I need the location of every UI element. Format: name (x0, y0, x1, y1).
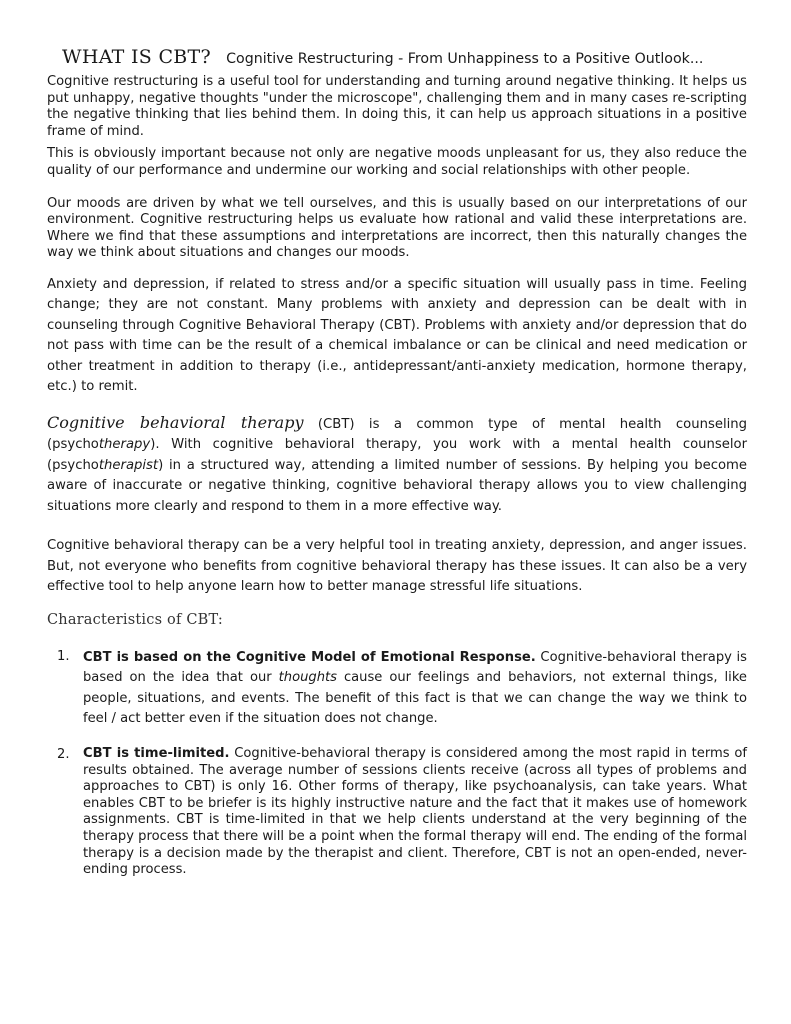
list-item-number: 2. (57, 746, 70, 762)
paragraph-cbt-uses: Cognitive behavioral therapy can be a very helpful tool in treating anxiety, depression, and anger issues. But, not everyone who benefits from cognitive behavioral therapy has these issues. It can also be a very effective tool to help anyone learn how to better manage stressful life situations. (47, 538, 747, 595)
list-item-body (83, 746, 747, 879)
list-item-body (83, 648, 747, 730)
cbt-definition-text-a: (CBT) is a common type of mental health counseling (psycho (47, 416, 748, 453)
paragraph-moods: Our moods are driven by what we tell ourselves, and this is usually based on our interpretations of our environment. Cognitive restructuring helps us evaluate how rational and valid these interpretations are. Where we find that these assumptions and interpretations are incorrect, then this naturally changes the way we think about situations and changes our moods. (47, 195, 747, 261)
characteristics-list (47, 648, 747, 879)
cbt-definition-text-c: ) in a structured way, attending a limited number of sessions. By helping you become aware of inaccurate or negative thinking, cognitive behavioral therapy allows you to view challenging situations more clearly and respond to them in a more effective way. (47, 457, 747, 514)
list-item-text-b: cause our feelings and behaviors, not external things, like people, situations, and events. The benefit of this fact is that we can change the way we think to feel / act better even if the situation does not change. (83, 670, 747, 727)
paragraph-anxiety-depression: Anxiety and depression, if related to stress and/or a specific situation will usually pass in time. Feeling change; they are not constant. Many problems with anxiety and depression can be dealt with in counseling through Cognitive Behavioral Therapy (CBT). Problems with anxiety and/or depression that do not pass with time can be the result of a chemical imbalance or can be clinical and need medication or other treatment in addition to therapy (i.e., antidepressant/anti-anxiety medication, hormone therapy, etc.) to remit. (47, 276, 747, 395)
cbt-definition-text-b: ). With cognitive behavioral therapy, you work with a mental health counselor (psycho (47, 437, 747, 473)
list-item-bold-lead: CBT is time-limited. (83, 745, 230, 761)
cbt-term: Cognitive behavioral therapy (47, 412, 304, 432)
list-item-italic: thoughts (278, 670, 337, 686)
list-item-bold-lead: CBT is based on the Cognitive Model of Emotional Response. (83, 649, 536, 665)
page-subtitle: Cognitive Restructuring - From Unhappiness to a Positive Outlook... (226, 51, 704, 67)
title-line (62, 46, 747, 68)
cbt-definition-italic-b: therapist (98, 457, 159, 473)
paragraph-intro: Cognitive restructuring is a useful tool for understanding and turning around negative thinking. It helps us put unhappy, negative thoughts "under the microscope", challenging them and in many cases re-scripting the negative thinking that lies behind them. In doing this, it can help us approach situations in a positive frame of mind. (47, 74, 747, 139)
list-item-number: 1. (57, 648, 70, 664)
section-heading-characteristics: Characteristics of CBT: (47, 611, 223, 628)
document-page (47, 46, 747, 895)
cbt-definition-italic-a: therapy (98, 437, 151, 453)
list-item-text: Cognitive-behavioral therapy is considered among the most rapid in terms of results obtained. The average number of sessions clients receive (across all types of problems and approaches to CBT) is only 16. Other forms of therapy, like psychoanalysis, can take years. What enables CBT to be briefer is its highly instructive nature and the fact that it makes use of homework assignments. CBT is time-limited in that we help clients understand at the very beginning of the therapy process that there will be a point when the formal therapy will end. The ending of the formal therapy is a decision made by the therapist and client. Therefore, CBT is not an open-ended, never-ending process. (83, 745, 747, 878)
page-title: WHAT IS CBT? (62, 46, 212, 68)
list-item-text-a: Cognitive-behavioral therapy is based on the idea that our (83, 649, 747, 686)
paragraph-cbt-definition (47, 413, 747, 518)
list-item (47, 648, 747, 730)
list-item (47, 746, 747, 879)
paragraph-importance: This is obviously important because not only are negative moods unpleasant for us, they also reduce the quality of our performance and undermine our working and social relationships with other people. (47, 146, 747, 178)
